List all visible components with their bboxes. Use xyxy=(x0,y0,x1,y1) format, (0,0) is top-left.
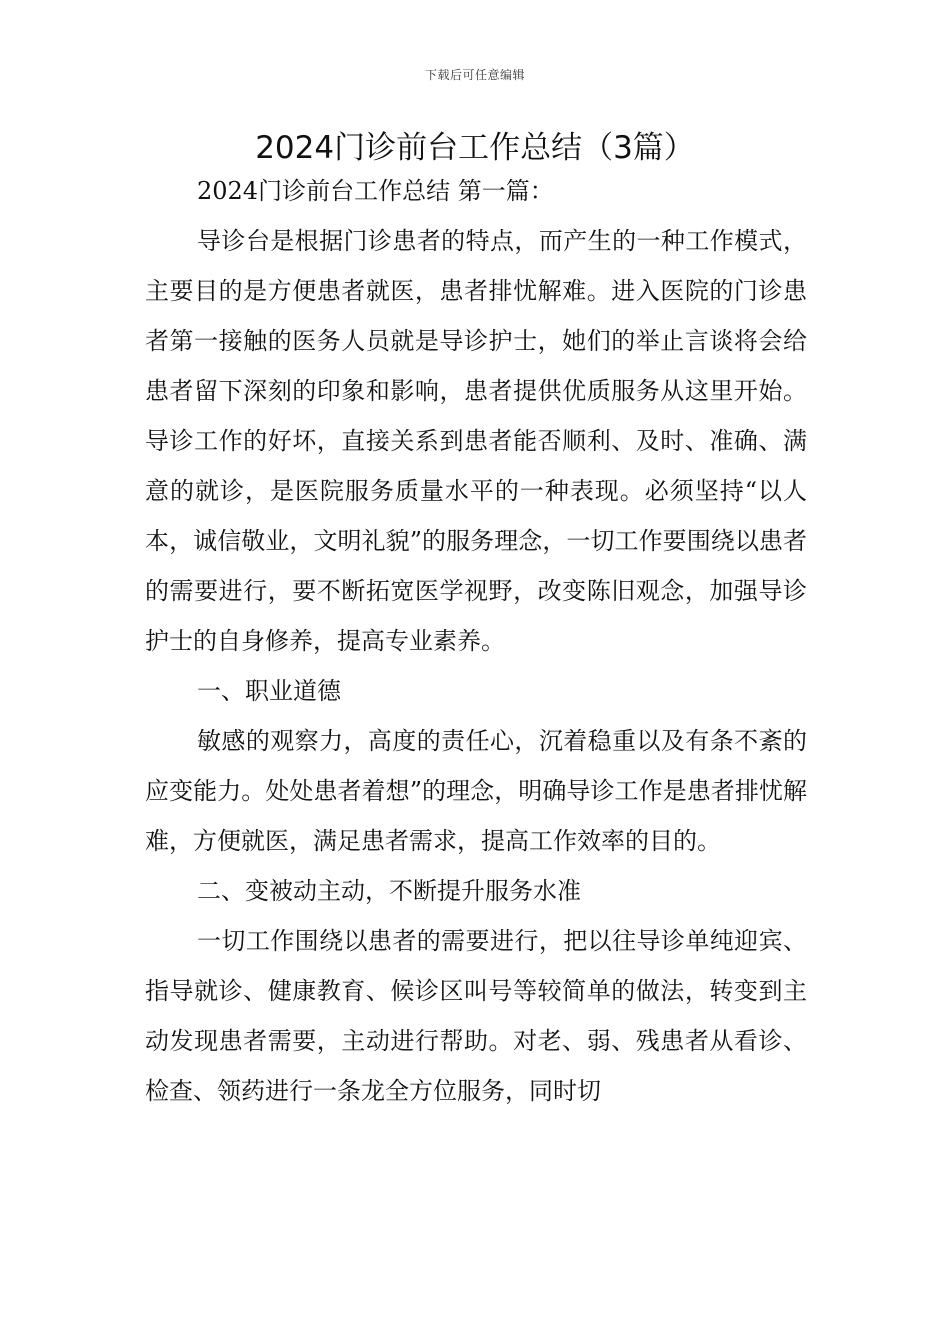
header-note: 下载后可任意编辑 xyxy=(424,68,525,82)
section-heading-ethics: 一、职业道德 xyxy=(197,677,341,705)
section-subtitle: 2024门诊前台工作总结 第一篇： xyxy=(197,177,554,205)
document-body xyxy=(145,166,807,1116)
page-title: 2024门诊前台工作总结（3篇） xyxy=(255,130,695,166)
section-heading-service: 二、变被动主动，不断提升服务水准 xyxy=(197,877,581,905)
paragraph-service: 一切工作围绕以患者的需要进行，把以往导诊单纯迎宾、指导就诊、健康教育、候诊区叫号等较简单的做法，转变到主动发现患者需要，主动进行帮助。对老、弱、残患者从看诊、检查、领药进行一条龙全方位服务，同时切 xyxy=(145,927,807,1105)
paragraph-ethics: 敏感的观察力，高度的责任心，沉着稳重以及有条不紊的应变能力。处处患者着想”的理念，明确导诊工作是患者排忧解难，方便就医，满足患者需求，提高工作效率的目的。 xyxy=(145,727,807,855)
paragraph-intro: 导诊台是根据门诊患者的特点，而产生的一种工作模式，主要目的是方便患者就医，患者排忧解难。进入医院的门诊患者第一接触的医务人员就是导诊护士，她们的举止言谈将会给患者留下深刻的印象和影响，患者提供优质服务从这里开始。导诊工作的好坏，直接关系到患者能否顺利、及时、准确、满意的就诊，是医院服务质量水平的一种表现。必须坚持“以人本，诚信敬业，文明礼貌”的服务理念，一切工作要围绕以患者的需要进行，要不断拓宽医学视野，改变陈旧观念，加强导诊护士的自身修养，提高专业素养。 xyxy=(145,227,807,655)
